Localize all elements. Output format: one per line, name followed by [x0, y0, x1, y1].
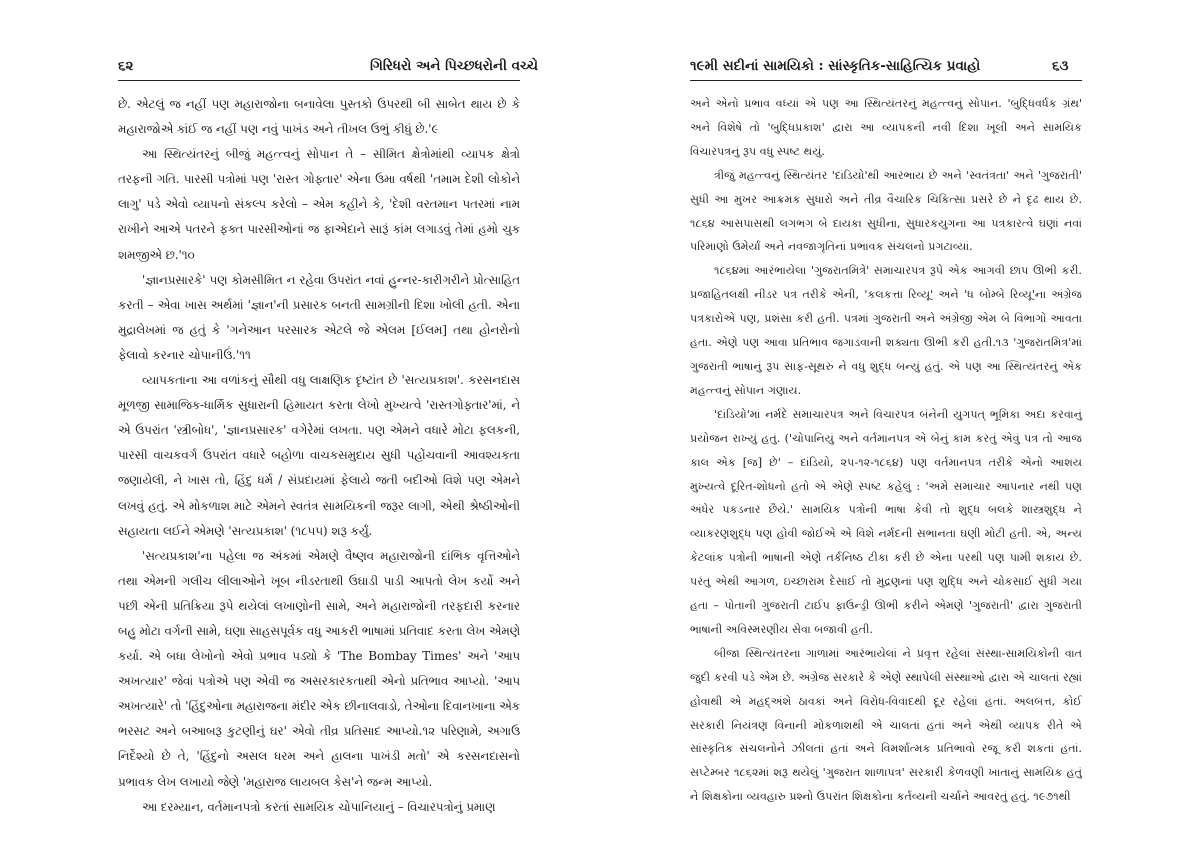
left-paragraph-4: વ્યાપકતાના આ વળાંકનું સૌથી વધુ લાક્ષણિક દૃષ્ટાંત છે 'સત્યપ્રકાશ'. કરસનદાસ મૂળજી સામાજિક-ધાર્મિક સુધારાની હિમાયત કરતા લેખો મુખ્યત્વે 'રાસ્તગોફ્તાર'માં, ને એ ઉપરાંત 'સ્ત્રીબોધ', 'જ્ઞાનપ્રસારક' વગેરેમાં લખતા. પણ એમને વધારે મોટા ફલકની, પારસી વાચકવર્ગ ઉપરાંત વધારે બહોળા વાચકસમુદાય સુધી પહોંચવાની આવશ્યકતા જણાયેલી, ને ખાસ તો, હિંદુ ધર્મ / સંપ્રદાયમાં ફેલાયે જતી બદીઓ વિશે પણ એમને લખવું હતું. એ મોકળાશ માટે એમને સ્વતંત્ર સામયિકની જરૂર લાગી, એથી શ્રેષ્ઠીઓની સહાયતા લઈને એમણે 'સત્યપ્રકાશ' (૧૮૫૫) શરૂ કર્યું. — [118, 373, 520, 538]
right-body-text — [690, 92, 1082, 809]
right-header-rule — [690, 80, 1082, 81]
right-page-number: ૬૩ — [1052, 58, 1069, 74]
left-running-title: ગિરિધરો અને પિચ્છધરોની વચ્ચે — [370, 58, 539, 74]
left-paragraph-5: 'સત્યપ્રકાશ'ના પહેલા જ અંકમાં એમણે વૈષ્ણવ મહારાજોની દાંભિક વૃત્તિઓને તથા એમની ગલીચ લીલાઓને ખૂબ નીડરતાથી ઉઘાડી પાડી આપતો લેખ કર્યો અને પછી એની પ્રતિક્રિયા રૂપે થયેલાં લખાણોની સામે, અને મહારાજોની તરફદારી કરનાર બહુ મોટા વર્ગની સામે, ઘણા સાહસપૂર્વક વધુ આકરી ભાષામાં પ્રતિવાદ કરતા લેખ એમણે કર્યા. એ બધા લેખોનો એવો પ્રભાવ પડ્યો કે 'The Bombay Times' અને 'આપ અખત્યાર' જેવાં પત્રોએ પણ એવી જ અસરકારકતાથી એનો પ્રતિભાવ આપ્યો. 'આપ અખત્યારે' તો 'હિંદુઓના મહારાજના મંદીર એક છીનાલવાડો, તેઓના દિવાનખાના એક ભરસટ અને બઆબરૂ કુટણીનું ઘર' એવો તીવ્ર પ્રતિસાદ આપ્યો.૧૨ પરિણામે, અગાઉ નિર્દેશ્યો છે તે, 'હિંદુનો અસલ ધરમ અને હાલના પાખંડી મતો' એ કરસનદાસનો પ્રભાવક લેખ લખાયો જેણે 'મહારાજ લાયબલ કેસ'ને જન્મ આપ્યો. — [118, 548, 521, 789]
left-paragraph-2: આ સ્થિત્યંતરનું બીજું મહત્ત્વનું સોપાન તે – સીમિત ક્ષેત્રોમાંથી વ્યાપક ક્ષેત્રો તરફની ગતિ. પારસી પત્રોમાં પણ 'રાસ્ત ગોફ્તાર' એના ઉમા વર્ષથી 'તમામ દેશી લોકોને લાગુ' પડે એવો વ્યાપનો સંકલ્પ કરેલો – એમ કહીને કે, 'દેશી વરતમાન પતરમાં નામ રાખીને આએ પતરને ફક્ત પારસીઓનાં જ ફાએદાને સારૂં કાંમ લગાડવું તેમાં હમો ચુક શમજીએ છ.'૧૦ — [118, 147, 520, 262]
left-paragraph-6: આ દરમ્યાન, વર્તમાનપત્રો કરતાં સામયિક ચોપાનિયાનું – વિચારપત્રોનું પ્રમાણ — [142, 799, 496, 814]
left-paragraph-3: 'જ્ઞાનપ્રસારકે' પણ કોમસીમિત ન રહેવા ઉપરાંત નવાં હુન્નર-કારીગરીને પ્રોત્સાહિત કરતી – એવા ખાસ અર્થમાં 'જ્ઞાન'ની પ્રસારક બનતી સામગ્રીની દિશા ખોલી હતી. એના મુદ્રાલેખમાં જ હતું કે 'ગનેઆન પરસારક એટલે જે એલમ [ઈલમ] તથા હોનરોનો ફેલાવો કરનાર ચોપાનીઉં.'૧૧ — [118, 272, 520, 362]
left-page-number: ૬૨ — [118, 58, 134, 74]
left-body-text — [118, 92, 520, 820]
right-paragraph-5: બીજા સ્થિત્યંતરના ગાળામાં આરંભાયેલાં ને પ્રવૃત્ત રહેલાં સંસ્થા-સામયિકોની વાત જુદી કરવી પડે એમ છે. અંગ્રેજ સરકારે કે એણે સ્થાપેલી સંસ્થાઓ દ્વારા એ ચાલતાં રહ્યાં હોવાથી એ મહદ્અંશે ઠાવકાં અને વિરોધ-વિવાદથી દૂર રહેલાં હતાં. અલબત્ત, કોઈ સરકારી નિયંત્રણ વિનાની મોકળાશથી એ ચાલતાં હતાં અને એથી વ્યાપક રીતે એ સાંસ્કૃતિક સંચલનોને ઝીલતાં હતાં અને વિમર્શાત્મક પ્રતિભાવો રજૂ કરી શકતાં હતાં. સપ્ટેમ્બર ૧૮૬૨માં શરૂ થયેલું 'ગુજરાત શાળાપત્ર' સરકારી કેળવણી ખાતાનું સામયિક હતું ને શિક્ષકોના વ્યવહારુ પ્રશ્નો ઉપરાંત શિક્ષકોના કર્તવ્યની ચર્ચાને આવરતું હતું. ૧૯૭૧થી — [690, 646, 1082, 804]
left-header-rule — [118, 80, 520, 81]
right-page — [600, 0, 1200, 848]
left-paragraph-1: છે. એટલું જ નહીં પણ મહારાજોના બનાવેલા પુસ્તકો ઉપરથી બી સાબેત થાય છે કે મહારાજોએ કાંઈ જ નહીં પણ નવું પાખંડ અને તીખલ ઉભું કીધું છે.'૯ — [118, 97, 520, 137]
right-paragraph-4: 'દાંડિયો'માં નર્મદે સમાચારપત્ર અને વિચારપત્ર બંનેની યુગપત્ ભૂમિકા અદા કરવાનું પ્રયોજન રાખ્યું હતું. ('ચોપાનિયું અને વર્તમાનપત્ર એ બેનું કામ કરતું એવું પત્ર તો આજ કાલ એક [જ] છે' – દાંડિયો, ૨૫-૧૨-૧૮૬૪) પણ વર્તમાનપત્ર તરીકે એનો આશય મુખ્યત્વે દૂરિત-શોધનો હતો એ એણે સ્પષ્ટ કહેલું : 'અમે સમાચાર આપનાર નથી પણ અંધેર પકડનાર છૈયે.' સામયિક પત્રોની ભાષા કેવી તો શુદ્ધ બલકે શાસ્ત્રશુદ્ધ ને વ્યાકરણશુદ્ધ પણ હોવી જોઈએ એ વિશે નર્મદની સભાનતા ઘણી મોટી હતી. એ, અન્ય કેટલાંક પત્રોની ભાષાની એણે તર્કનિષ્ઠ ટીકા કરી છે એના પરથી પણ પામી શકાય છે. પરંતુ એથી આગળ, ઇચ્છારામ દેસાઈ તો મુદ્રણનાં પણ શુદ્ધિ અને ચોકસાઈ સુધી ગયા હતા – પોતાની ગુજરાતી ટાઈપ ફાઉન્ડ્રી ઊભી કરીને એમણે 'ગુજરાતી' દ્વારા ગુજરાતી ભાષાની અવિસ્મરણીય સેવા બજાવી હતી. — [690, 407, 1082, 636]
right-running-title: ૧૯મી સદીનાં સામયિકો : સાંસ્કૃતિક-સાહિત્યિક પ્રવાહો — [690, 58, 981, 74]
right-paragraph-2: ત્રીજું મહત્ત્વનું સ્થિત્યંતર 'દાંડિયો'થી આરંભાય છે અને 'સ્વતંત્રતા' અને 'ગુજરાતી' સુધી આ મુખર આક્રમક સુધારો અને તીવ્ર વૈચારિક ચિકિત્સા પ્રસરે છે ને દૃઢ થાય છે. ૧૮૬૪ આસપાસથી લગભગ બે દાયકા સુધીના, સુધારકયુગના આ પત્રકારત્વે ઘણાં નવાં પરિમાણો ઉમેર્યાં અને નવજાગૃતિનાં પ્રભાવક સંચલનો પ્રગટાવ્યાં. — [690, 168, 1082, 254]
right-paragraph-3: ૧૮૬૪માં આરંભાયેલા 'ગુજરાતમિત્રે' સમાચારપત્ર રૂપે એક આગવી છાપ ઊભી કરી. પ્રજાહિતલક્ષી નીડર પત્ર તરીકે એની, 'કલકત્તા રિવ્યૂ' અને 'ધ બોમ્બે રિવ્યૂ'ના અંગ્રેજ પત્રકારોએ પણ, પ્રશંસા કરી હતી. પત્રમાં ગુજરાતી અને અંગ્રેજી એમ બે વિભાગો આવતા હતા. એણે પણ આવા પ્રતિભાવ જગાડવાની શક્યતા ઊભી કરી હતી.૧૩ 'ગુજરાતમિત્ર'માં ગુજરાતી ભાષાનું રૂપ સાફ-સૂથરું ને વધુ શુદ્ધ બન્યું હતું. એ પણ આ સ્થિત્યંતરનું એક મહત્ત્વનું સોપાન ગણાય. — [690, 264, 1082, 397]
right-paragraph-1: અને એનો પ્રભાવ વધ્યાં એ પણ આ સ્થિત્યંતરનું મહત્ત્વનું સોપાન. 'બુદ્ધિવર્ધક ગ્રંથ' અને વિશેષે તો 'બુદ્ધિપ્રકાશ' દ્વારા આ વ્યાપકની નવી દિશા ખૂલી અને સામયિક વિચારપત્રનું રૂપ વધુ સ્પષ્ટ થયું. — [690, 97, 1082, 158]
